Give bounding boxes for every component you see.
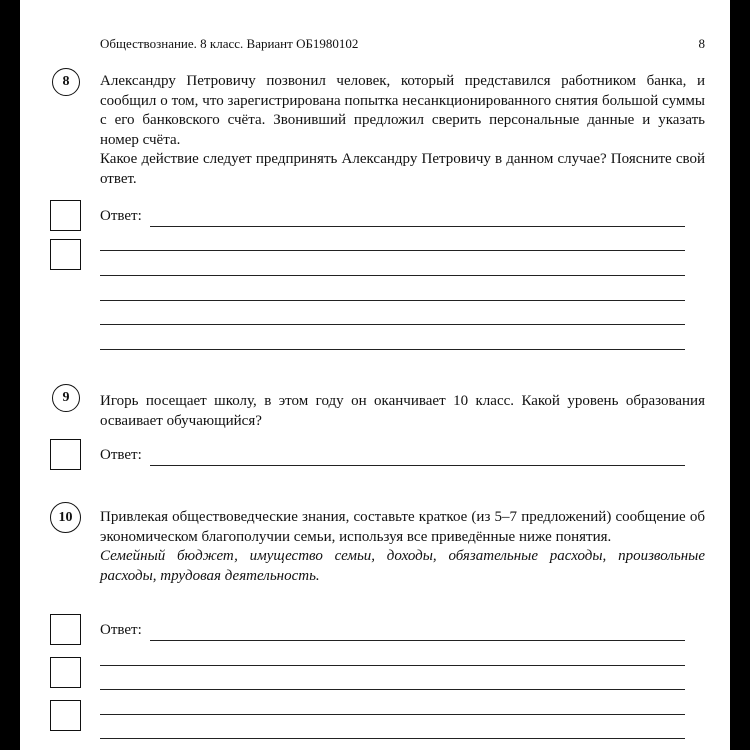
question-9-text bbox=[100, 392, 705, 431]
score-box[interactable] bbox=[50, 657, 81, 688]
answer-line[interactable] bbox=[100, 714, 685, 715]
score-box[interactable] bbox=[50, 239, 81, 270]
answer-label-8: Ответ: bbox=[100, 208, 142, 224]
answer-line[interactable] bbox=[100, 324, 685, 325]
question-10-body: Привлекая обществоведческие знания, составьте краткое (из 5–7 предложений) сообщение об экономическом благополучии семьи, используя все приведённые ниже понятия. bbox=[100, 509, 705, 545]
score-box[interactable] bbox=[50, 439, 81, 470]
score-box[interactable] bbox=[50, 614, 81, 645]
question-10-text bbox=[100, 508, 705, 586]
question-number-8: 8 bbox=[52, 68, 80, 96]
page-header bbox=[100, 36, 705, 52]
question-number-9: 9 bbox=[52, 384, 80, 412]
answer-line[interactable] bbox=[100, 738, 685, 739]
page-number: 8 bbox=[698, 36, 705, 51]
answer-line[interactable] bbox=[150, 640, 685, 641]
answer-line[interactable] bbox=[100, 689, 685, 690]
header-title: Обществознание. 8 класс. Вариант ОБ1980102 bbox=[100, 36, 359, 51]
question-8-body: Александру Петровичу позвонил человек, который представился работником банка, и сообщил о том, что зарегистрирована попытка несанкционированного снятия большой суммы с его банковского счёта. Звонивший предложил сверить персональные данные и указать номер счёта. bbox=[100, 73, 705, 148]
question-8-task: Какое действие следует предпринять Александру Петровичу в данном случае? Поясните свой ответ. bbox=[100, 151, 705, 187]
question-8-text bbox=[100, 72, 705, 189]
answer-line[interactable] bbox=[150, 226, 685, 227]
answer-label-10: Ответ: bbox=[100, 622, 142, 638]
answer-line[interactable] bbox=[100, 275, 685, 276]
score-box[interactable] bbox=[50, 200, 81, 231]
answer-line[interactable] bbox=[100, 250, 685, 251]
question-9-body: Игорь посещает школу, в этом году он оканчивает 10 класс. Какой уровень образования осваивает обучающийся? bbox=[100, 393, 705, 429]
answer-line[interactable] bbox=[100, 665, 685, 666]
exam-page bbox=[20, 0, 730, 750]
question-10-concepts: Семейный бюджет, имущество семьи, доходы, обязательные расходы, произвольные расходы, трудовая деятельность. bbox=[100, 548, 705, 584]
answer-label-9: Ответ: bbox=[100, 447, 142, 463]
answer-line[interactable] bbox=[150, 465, 685, 466]
answer-line[interactable] bbox=[100, 300, 685, 301]
answer-line[interactable] bbox=[100, 349, 685, 350]
score-box[interactable] bbox=[50, 700, 81, 731]
question-number-10: 10 bbox=[50, 502, 81, 533]
